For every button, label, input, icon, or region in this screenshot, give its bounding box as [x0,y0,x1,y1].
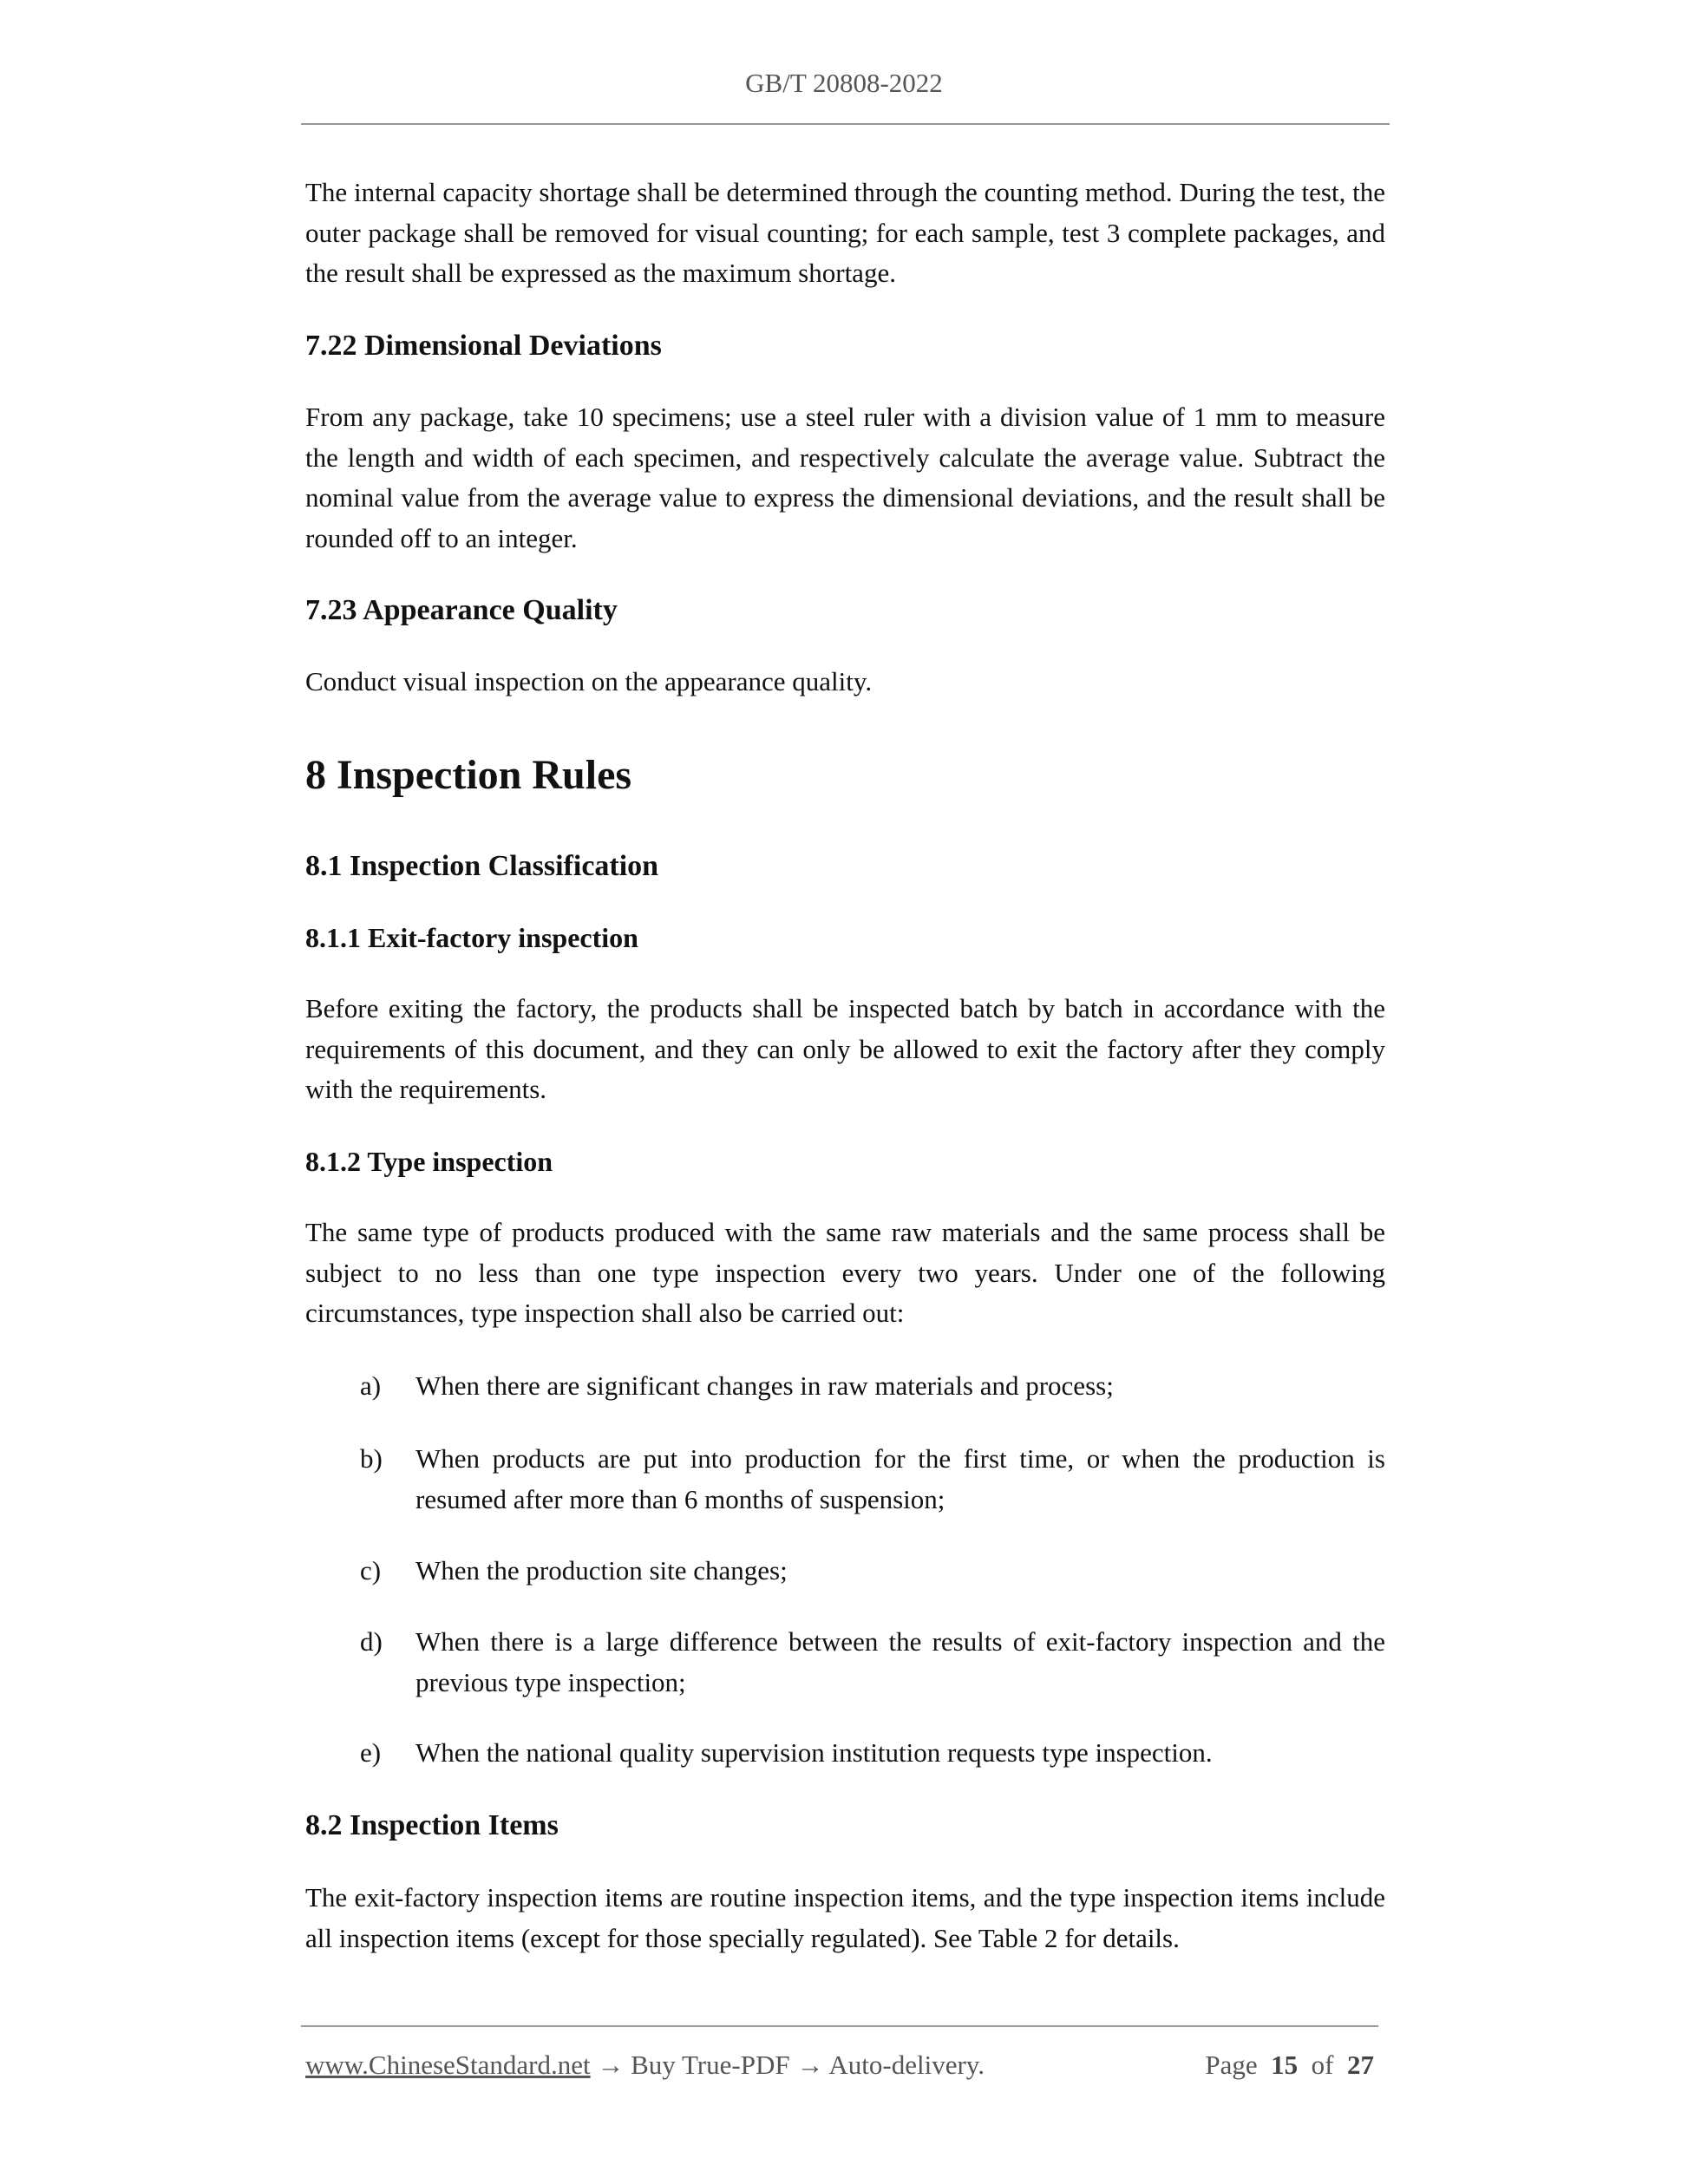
list-item [360,1622,1385,1703]
paragraph: The exit-factory inspection items are routine inspection items, and the type inspection items include all inspection items (except for those specially regulated). See Table 2 for details. [305,1882,1385,1953]
list-text: When the national quality supervision institution requests type inspection. [415,1737,1213,1768]
document-header: GB/T 20808-2022 [745,68,943,98]
buy-text: Buy True-PDF [631,2050,790,2080]
paragraph: The internal capacity shortage shall be determined through the counting method. During the test, the outer package shall be removed for visual counting; for each sample, test 3 complete packages, and the result shall be expressed as the maximum shortage. [305,177,1385,289]
website-link[interactable]: www.ChineseStandard.net [305,2050,591,2080]
chapter-heading-8: 8 Inspection Rules [305,752,632,798]
footer-divider [301,2025,1378,2027]
arrow-icon: → [796,2050,824,2080]
paragraph: Before exiting the factory, the products shall be inspected batch by batch in accordance with the requirements of this document, and they can only be allowed to exit the factory after they comply with the requirements. [305,993,1385,1105]
list-label: b) [360,1443,383,1474]
arrow-icon: → [597,2050,625,2080]
list-text: When products are put into production for the first time, or when the production is resumed after more than 6 months of suspension; [415,1443,1385,1514]
list-text: When there is a large difference between the results of exit-factory inspection and the previous type inspection; [415,1626,1385,1697]
list-item [360,1551,1385,1592]
paragraph: From any package, take 10 specimens; use a steel ruler with a division value of 1 mm to measure the length and width of each specimen, and respectively calculate the average value. Subtract the nominal value from the average value to express the dimensional deviations, and the result shall be rounded off to an integer. [305,402,1385,553]
list-text: When there are significant changes in raw materials and process; [415,1370,1114,1401]
total-pages: 27 [1347,2050,1374,2080]
list-label: c) [360,1555,382,1586]
paragraph: The same type of products produced with the same raw materials and the same process shall be subject to no less than one type inspection every two years. Under one of the following circumstances, type inspection shall also be carried out: [305,1217,1385,1329]
header-divider [301,123,1390,125]
list-label: e) [360,1737,382,1768]
subsection-heading-8-1-2: 8.1.2 Type inspection [305,1146,553,1177]
section-heading-8-1: 8.1 Inspection Classification [305,850,659,882]
list-text: When the production site changes; [415,1555,788,1586]
list-item [360,1733,1385,1774]
list-label: d) [360,1626,383,1657]
section-heading-7-22: 7.22 Dimensional Deviations [305,330,662,362]
page-label: Page [1205,2050,1258,2080]
footer-promo [305,2045,985,2085]
page-number [1205,2045,1374,2085]
section-heading-7-23: 7.23 Appearance Quality [305,594,618,626]
section-heading-8-2: 8.2 Inspection Items [305,1809,559,1841]
subsection-heading-8-1-1: 8.1.1 Exit-factory inspection [305,922,638,953]
list-label: a) [360,1370,382,1401]
current-page: 15 [1271,2050,1299,2080]
paragraph: Conduct visual inspection on the appearance quality. [305,666,873,696]
of-label: of [1311,2050,1334,2080]
list-item [360,1366,1385,1407]
delivery-text: Auto-delivery. [828,2050,985,2080]
list-item [360,1439,1385,1520]
